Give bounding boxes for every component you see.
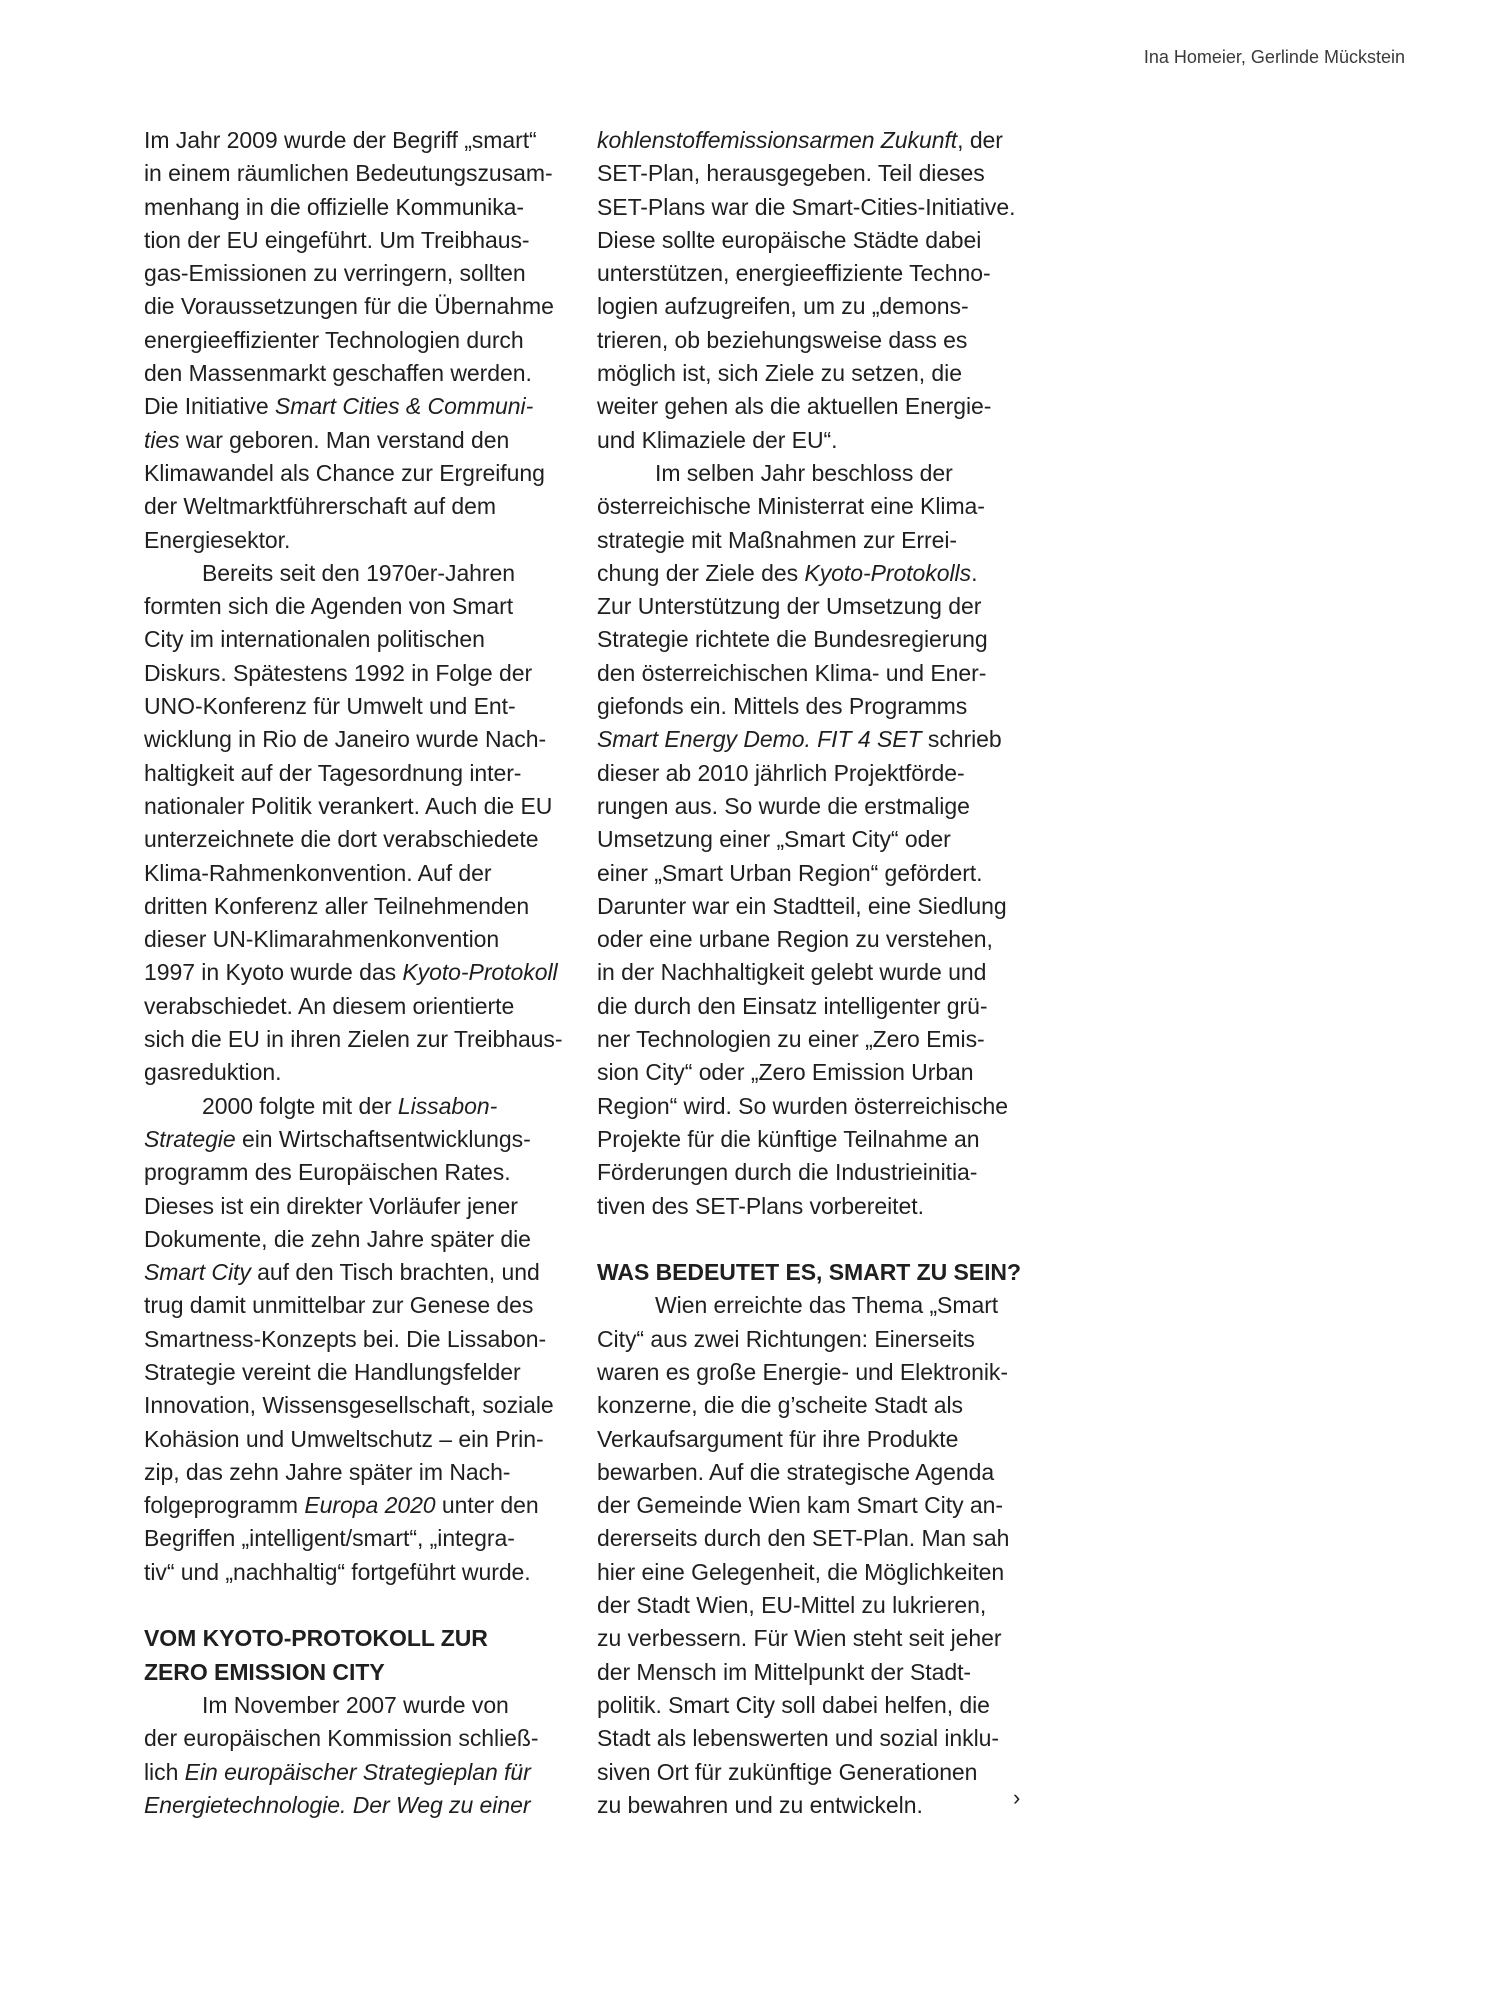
italic-title: Kyoto-Protokolls — [804, 559, 972, 586]
text-run: lich — [144, 1758, 185, 1785]
text-run: ein Wirtschaftsentwicklungs- — [235, 1125, 531, 1152]
right-column — [597, 124, 1037, 1822]
text-line: haltigkeit auf der Tagesordnung inter- — [144, 759, 522, 786]
text-line: den Massenmarkt geschaffen werden. — [144, 360, 532, 387]
text-line: Region“ wird. So wurden österreichische — [597, 1092, 1008, 1119]
text-line: waren es große Energie- und Elektronik- — [597, 1358, 1008, 1385]
italic-title: kohlenstoffemissionsarmen Zukunft — [597, 127, 958, 153]
text-line: rungen aus. So wurde die erstmalige — [597, 792, 970, 819]
text-line: Verkaufsargument für ihre Produkte — [597, 1425, 959, 1452]
text-line: Klimawandel als Chance zur Ergreifung — [144, 459, 545, 486]
text-line: zu bewahren und zu entwickeln. — [597, 1791, 923, 1818]
italic-title: ties — [144, 426, 180, 453]
text-line: ner Technologien zu einer „Zero Emis- — [597, 1026, 985, 1053]
text-line: politik. Smart City soll dabei helfen, die — [597, 1691, 990, 1718]
text-line: Projekte für die künftige Teilnahme an — [597, 1125, 980, 1152]
text-line: siven Ort für zukünftige Generationen — [597, 1758, 978, 1785]
text-line: oder eine urbane Region zu verstehen, — [597, 926, 993, 953]
text-line: City im internationalen politischen — [144, 626, 485, 653]
text-line: tion der EU eingeführt. Um Treibhaus- — [144, 226, 530, 253]
text-run: 1997 in Kyoto wurde das — [144, 959, 403, 986]
left-column — [144, 124, 584, 1822]
text-line: einer „Smart Urban Region“ gefördert. — [597, 859, 983, 886]
text-line: Wien erreichte das Thema „Smart — [655, 1292, 999, 1319]
text-line: unterstützen, energieeffiziente Techno- — [597, 260, 991, 287]
text-line — [144, 424, 584, 457]
text-line: Diese sollte europäische Städte dabei — [597, 226, 982, 253]
text-line: SET-Plan, herausgegeben. Teil dieses — [597, 160, 985, 187]
italic-title: Europa 2020 — [304, 1492, 436, 1519]
italic-title: Smart Energy Demo. FIT 4 SET — [597, 726, 922, 753]
text-line: gas-Emissionen zu verringern, sollten — [144, 260, 526, 287]
text-line: in einem räumlichen Bedeutungszusam- — [144, 160, 553, 187]
text-line: logien aufzugreifen, um zu „demons- — [597, 293, 969, 320]
text-line: Im selben Jahr beschloss der — [655, 459, 953, 486]
italic-title: Lissabon- — [397, 1092, 498, 1119]
text-run: auf den Tisch brachten, und — [250, 1259, 540, 1286]
text-line: konzerne, die die g’scheite Stadt als — [597, 1392, 963, 1419]
text-line: den österreichischen Klima- und Ener- — [597, 659, 987, 686]
text-line: Diskurs. Spätestens 1992 in Folge der — [144, 659, 533, 686]
italic-title: Strategie — [144, 1125, 236, 1152]
continue-arrow-icon[interactable]: › — [1013, 1785, 1021, 1810]
text-line — [144, 1489, 584, 1522]
text-line: Strategie vereint die Handlungsfelder — [144, 1358, 521, 1385]
text-run: Die Initiative — [144, 393, 275, 420]
header-author: Ina Homeier, Gerlinde Mückstein — [1143, 47, 1405, 67]
text-line: der Gemeinde Wien kam Smart City an- — [597, 1492, 1003, 1519]
text-line: Im November 2007 wurde von — [202, 1691, 509, 1718]
text-line: Bereits seit den 1970er-Jahren — [202, 559, 516, 586]
text-line: sion City“ oder „Zero Emission Urban — [597, 1059, 974, 1086]
text-line — [144, 1123, 584, 1156]
text-line: unterzeichnete die dort verabschiedete — [144, 826, 539, 853]
text-line: dieser UN-Klimarahmenkonvention — [144, 926, 500, 953]
text-line: tiv“ und „nachhaltig“ fortgeführt wurde. — [144, 1558, 531, 1585]
text-run: , der — [957, 127, 1003, 153]
text-line: trug damit unmittelbar zur Genese des — [144, 1292, 534, 1319]
text-line — [597, 124, 1037, 157]
text-line: Zur Unterstützung der Umsetzung der — [597, 593, 982, 620]
italic-title: Kyoto-Protokoll — [402, 959, 558, 986]
text-line: dritten Konferenz aller Teilnehmenden — [144, 892, 530, 919]
paragraph-gap — [144, 1589, 584, 1622]
text-line — [144, 1090, 584, 1123]
section-heading: ZERO EMISSION CITY — [144, 1658, 385, 1685]
text-line: Klima-Rahmenkonvention. Auf der — [144, 859, 492, 886]
text-line: Dieses ist ein direkter Vorläufer jener — [144, 1192, 518, 1219]
text-line: Darunter war ein Stadtteil, eine Siedlung — [597, 892, 1007, 919]
text-run: war geboren. Man verstand den — [179, 426, 510, 453]
text-line: nationaler Politik verankert. Auch die EU — [144, 792, 553, 819]
text-run: chung der Ziele des — [597, 559, 805, 586]
text-line: Energiesektor. — [144, 526, 291, 553]
text-line: SET-Plans war die Smart-Cities-Initiative. — [597, 193, 1016, 220]
italic-title: Energietechnologie. Der Weg zu einer — [144, 1791, 531, 1818]
text-line: energieeffizienter Technologien durch — [144, 326, 524, 353]
text-line: der Weltmarktführerschaft auf dem — [144, 493, 497, 520]
text-line: Begriffen „intelligent/smart“, „integra- — [144, 1525, 515, 1552]
text-run: schrieb — [921, 726, 1002, 753]
text-line: weiter gehen als die aktuellen Energie- — [597, 393, 992, 420]
text-run: unter den — [435, 1492, 539, 1519]
paragraph-gap — [597, 1223, 1037, 1256]
text-line: tiven des SET-Plans vorbereitet. — [597, 1192, 924, 1219]
text-run: . — [971, 559, 978, 586]
text-line — [144, 956, 584, 989]
text-line: österreichische Ministerrat eine Klima- — [597, 493, 985, 520]
text-line: gasreduktion. — [144, 1059, 282, 1086]
text-line: Im Jahr 2009 wurde der Begriff „smart“ — [144, 127, 537, 153]
text-line — [144, 1789, 584, 1822]
text-line: Strategie richtete die Bundesregierung — [597, 626, 988, 653]
text-line: City“ aus zwei Richtungen: Einerseits — [597, 1325, 975, 1352]
text-line: sich die EU in ihren Zielen zur Treibhaus- — [144, 1026, 563, 1053]
text-line: hier eine Gelegenheit, die Möglichkeiten — [597, 1558, 1005, 1585]
text-line: die durch den Einsatz intelligenter grü- — [597, 992, 988, 1019]
text-line: Förderungen durch die Industrieinitia- — [597, 1159, 978, 1186]
text-line: programm des Europäischen Rates. — [144, 1159, 511, 1186]
italic-title: Ein europäischer Strategieplan für — [184, 1758, 531, 1785]
text-line: menhang in die offizielle Kommunika- — [144, 193, 525, 220]
text-line: in der Nachhaltigkeit gelebt wurde und — [597, 959, 987, 986]
text-run: folgeprogramm — [144, 1492, 305, 1519]
text-line: Umsetzung einer „Smart City“ oder — [597, 826, 951, 853]
text-line — [144, 1256, 584, 1289]
text-line: Smartness-Konzepts bei. Die Lissabon- — [144, 1325, 547, 1352]
text-line: der europäischen Kommission schließ- — [144, 1725, 539, 1752]
text-line: Dokumente, die zehn Jahre später die — [144, 1225, 531, 1252]
text-line: UNO-Konferenz für Umwelt und Ent- — [144, 693, 516, 720]
text-line: formten sich die Agenden von Smart — [144, 593, 514, 620]
text-line: bewarben. Auf die strategische Agenda — [597, 1458, 995, 1485]
section-heading: WAS BEDEUTET ES, SMART ZU SEIN? — [597, 1259, 1021, 1286]
text-line: Kohäsion und Umweltschutz – ein Prin- — [144, 1425, 544, 1452]
text-line — [597, 557, 1037, 590]
italic-title: Smart Cities & Communi- — [274, 393, 534, 420]
text-line — [597, 723, 1037, 756]
text-line: die Voraussetzungen für die Übernahme — [144, 293, 554, 320]
text-line: strategie mit Maßnahmen zur Errei- — [597, 526, 958, 553]
text-line: der Mensch im Mittelpunkt der Stadt- — [597, 1658, 972, 1685]
text-line: giefonds ein. Mittels des Programms — [597, 693, 968, 720]
text-line — [144, 390, 584, 423]
text-line: dererseits durch den SET-Plan. Man sah — [597, 1525, 1010, 1552]
text-line: Innovation, Wissensgesellschaft, soziale — [144, 1392, 554, 1419]
text-line: und Klimaziele der EU“. — [597, 426, 838, 453]
text-line: zu verbessern. Für Wien steht seit jeher — [597, 1625, 1002, 1652]
section-heading: VOM KYOTO-PROTOKOLL ZUR — [144, 1625, 488, 1652]
text-line: dieser ab 2010 jährlich Projektförde- — [597, 759, 965, 786]
text-line — [144, 1756, 584, 1789]
text-line: der Stadt Wien, EU-Mittel zu lukrieren, — [597, 1592, 987, 1619]
text-run: 2000 folgte mit der — [202, 1092, 398, 1119]
text-line: trieren, ob beziehungsweise dass es — [597, 326, 968, 353]
text-line: wicklung in Rio de Janeiro wurde Nach- — [144, 726, 547, 753]
italic-title: Smart City — [144, 1259, 251, 1286]
text-line: Stadt als lebenswerten und sozial inklu- — [597, 1725, 1000, 1752]
text-line: verabschiedet. An diesem orientierte — [144, 992, 515, 1019]
text-line: möglich ist, sich Ziele zu setzen, die — [597, 360, 962, 387]
text-line: zip, das zehn Jahre später im Nach- — [144, 1458, 511, 1485]
